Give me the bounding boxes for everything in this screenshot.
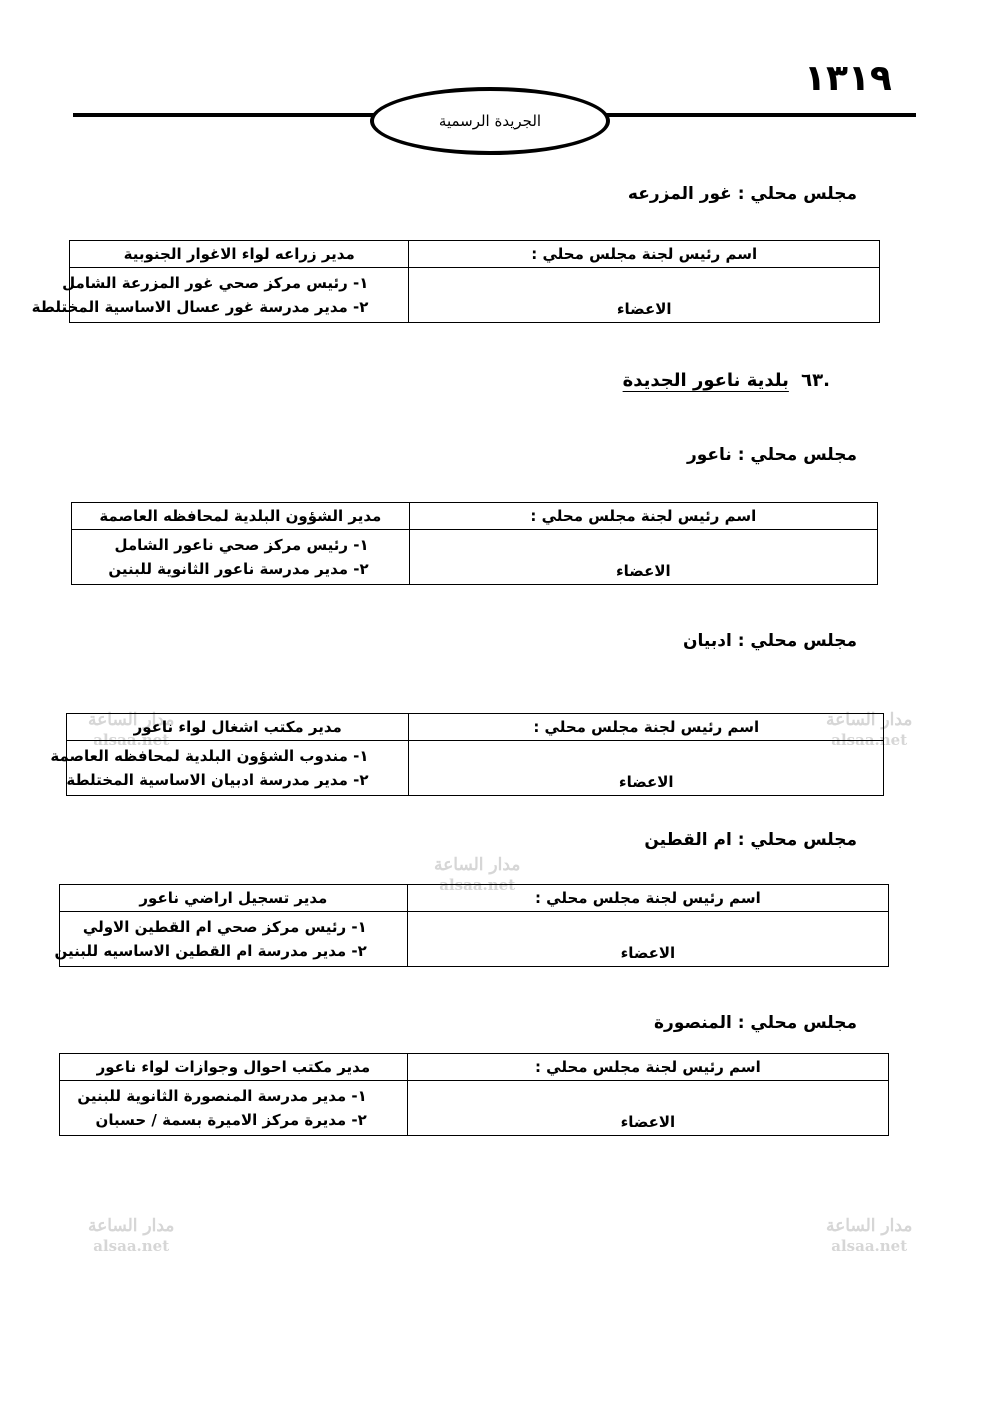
member-item: ١- رئيس مركز صحي ام القطين الاولي <box>82 918 367 936</box>
chair-label: اسم رئيس لجنة مجلس محلي : <box>407 885 888 912</box>
municipality-heading <box>623 370 830 391</box>
chair-label: اسم رئيس لجنة مجلس محلي : <box>409 503 877 530</box>
members-list <box>31 268 409 323</box>
watermark-arabic: مدار الساعة <box>434 855 521 875</box>
member-item: ١- مندوب الشؤون البلدية لمحافظه العاصمة <box>50 747 369 765</box>
member-item: ١- رئيس مركز صحي ناعور الشامل <box>114 536 369 554</box>
member-item: ٢- مديرة مركز الاميرة بسمة / حسبان <box>95 1111 367 1129</box>
members-list <box>50 741 409 796</box>
chair-value: مدير مكتب احوال وجوازات لواء ناعور <box>60 1054 408 1081</box>
municipality-number: .٦٣ <box>801 370 830 391</box>
members-label: الاعضاء <box>409 741 884 796</box>
members-label: الاعضاء <box>409 268 880 323</box>
watermark-latin: alsaa.net <box>93 1237 170 1255</box>
municipality-name: بلدية ناعور الجديدة <box>622 370 789 391</box>
council-title: مجلس محلي : ام القطين <box>644 830 857 850</box>
chair-value: مدير تسجيل اراضي ناعور <box>60 885 408 912</box>
chair-value: مدير الشؤون البلدية لمحافظه العاصمة <box>72 503 410 530</box>
council-table <box>59 1053 889 1136</box>
watermark-latin: alsaa.net <box>439 876 516 894</box>
member-item: ٢- مدير مدرسة غور عسال الاساسية المختلطة <box>31 298 369 316</box>
member-item: ٢- مدير مدرسة ادبيان الاساسية المختلطة <box>66 771 369 789</box>
member-item: ١- مدير مدرسة المنصورة الثانوية للبنين <box>77 1087 367 1105</box>
members-label: الاعضاء <box>409 530 877 585</box>
watermark-latin: alsaa.net <box>831 1237 908 1255</box>
members-list <box>72 530 410 585</box>
council-table <box>71 502 878 585</box>
council-table <box>54 884 889 967</box>
watermark-latin: alsaa.net <box>831 731 908 749</box>
member-item: ١- رئيس مركز صحي غور المزرعة الشامل <box>62 274 369 292</box>
gazette-title: الجريدة الرسمية <box>438 112 542 130</box>
watermark-latin: alsaa.net <box>93 731 170 749</box>
watermark-arabic: مدار الساعة <box>826 1216 913 1236</box>
watermark <box>826 1216 912 1256</box>
chair-value: مدير زراعه لواء الاغوار الجنوبية <box>70 241 409 268</box>
member-item: ٢- مدير مدرسة ناعور الثانوية للبنين <box>108 560 369 578</box>
chair-label: اسم رئيس لجنة مجلس محلي : <box>409 714 884 741</box>
members-list <box>54 912 408 967</box>
watermark-arabic: مدار الساعة <box>88 710 175 730</box>
council-title: مجلس محلي : ناعور <box>686 445 857 465</box>
council-title: مجلس محلي : ادبيان <box>683 631 857 651</box>
watermark <box>88 1216 174 1256</box>
chair-value: مدير مكتب اشغال لواء ناعور <box>67 714 409 741</box>
chair-label: اسم رئيس لجنة مجلس محلي : <box>407 1054 888 1081</box>
members-list <box>60 1081 408 1136</box>
members-label: الاعضاء <box>407 912 888 967</box>
council-title: مجلس محلي : غور المزرعه <box>627 184 857 204</box>
council-table <box>31 240 880 323</box>
gazette-oval-label <box>370 87 610 155</box>
page-number: ١٣١٩ <box>804 58 892 99</box>
member-item: ٢- مدير مدرسة ام القطين الاساسيه للبنين <box>54 942 367 960</box>
council-title: مجلس محلي : المنصورة <box>654 1013 857 1033</box>
members-label: الاعضاء <box>407 1081 888 1136</box>
watermark-arabic: مدار الساعة <box>88 1216 175 1236</box>
council-table <box>50 713 884 796</box>
chair-label: اسم رئيس لجنة مجلس محلي : <box>409 241 880 268</box>
watermark-arabic: مدار الساعة <box>826 710 913 730</box>
